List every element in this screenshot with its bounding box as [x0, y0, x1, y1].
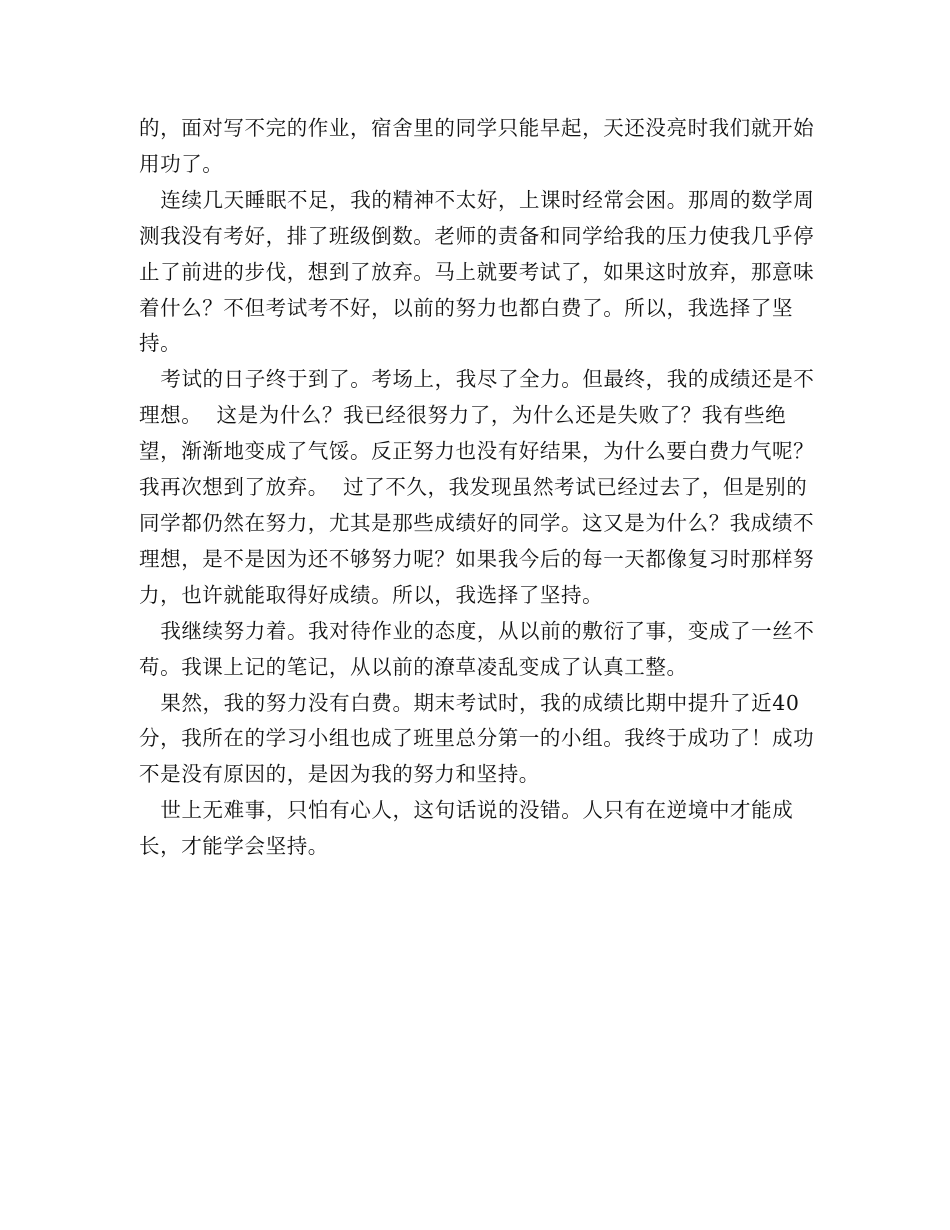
paragraph-3: 考试的日子终于到了。考场上，我尽了全力。但最终，我的成绩还是不理想。 这是为什么？我已经很努力了，为什么还是失败了？我有些绝望，渐渐地变成了气馁。反正努力也没有好结果，为什么要白费力气呢？我再次想到了放弃。 过了不久，我发现虽然考试已经过去了，但是别的同学都仍然在努力，尤其是那些成绩好的同学。这又是为什么？我成绩不理想，是不是因为还不够努力呢？如果我今后的每一天都像复习时那样努力，也许就能取得好成绩。所以，我选择了坚持。 [139, 367, 815, 607]
paragraph-1: 的，面对写不完的作业，宿舍里的同学只能早起，天还没亮时我们就开始用功了。 [139, 116, 815, 176]
paragraph-2: 连续几天睡眠不足，我的精神不太好，上课时经常会困。那周的数学周测我没有考好，排了班级倒数。老师的责备和同学给我的压力使我几乎停止了前进的步伐，想到了放弃。马上就要考试了，如果这时放弃，那意味着什么？不但考试考不好，以前的努力也都白费了。所以，我选择了坚持。 [139, 187, 815, 356]
essay-body [139, 111, 819, 865]
paragraph-5: 果然，我的努力没有白费。期末考试时，我的成绩比期中提升了近40分，我所在的学习小组也成了班里总分第一的小组。我终于成功了！成功不是没有原因的，是因为我的努力和坚持。 [139, 690, 815, 787]
paragraph-4: 我继续努力着。我对待作业的态度，从以前的敷衍了事，变成了一丝不苟。我课上记的笔记，从以前的潦草凌乱变成了认真工整。 [139, 618, 815, 679]
paragraph-6: 世上无难事，只怕有心人，这句话说的没错。人只有在逆境中才能成长，才能学会坚持。 [139, 798, 794, 859]
